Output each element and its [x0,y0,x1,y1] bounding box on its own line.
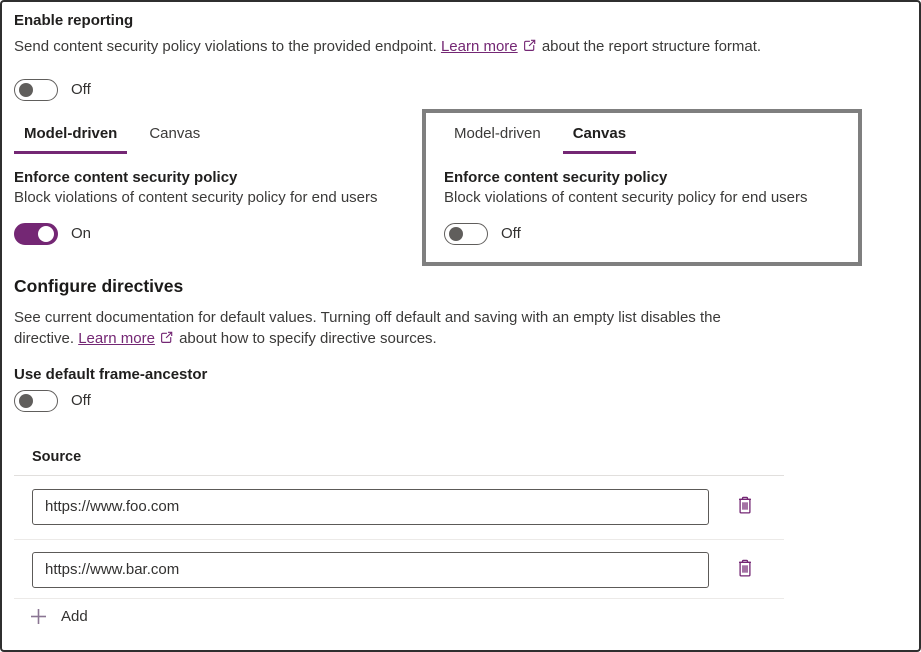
source-list [14,449,905,627]
frame-ancestor-title: Use default frame-ancestor [14,365,208,383]
external-link-icon [160,331,173,348]
frame-ancestor-toggle-label: Off [71,392,91,409]
source-column-header: Source [32,448,82,465]
enforce-csp-heading: Enforce content security policy [444,168,668,186]
enforce-csp-toggle-label: On [71,225,92,242]
divider [14,598,784,599]
configure-directives-description [14,307,776,351]
enable-reporting-description [14,36,776,59]
enable-reporting-desc-text: Send content security policy violations to the provided endpoint. [14,38,441,55]
toggle-knob [449,227,463,241]
configure-directives-title: Configure directives [14,275,184,296]
enable-reporting-title: Enable reporting [14,12,134,29]
enforce-csp-heading: Enforce content security policy [14,168,238,186]
configure-directives-desc-tail: about how to specify directive sources. [174,330,437,347]
enforce-csp-description: Block violations of content security policy for end users [14,188,378,206]
trash-icon [737,496,753,517]
external-link-icon [523,39,536,56]
enforce-csp-toggle-row [14,223,422,245]
learn-more-link[interactable]: Learn more [440,38,518,55]
frame-ancestor-toggle[interactable] [14,390,58,412]
enforce-csp-description: Block violations of content security policy for end users [444,188,808,206]
delete-source-button[interactable] [735,557,755,582]
configure-directives-desc-text: See current documentation for default values. Turning off default and saving with an empty list disables the directive. [14,308,721,347]
csp-panels-row [14,109,905,266]
enforce-csp-toggle-label: Off [501,225,521,242]
tab-canvas[interactable]: Canvas [563,125,636,154]
enforce-csp-toggle-model-driven[interactable] [14,223,58,245]
toggle-knob [38,226,54,242]
toggle-knob [19,394,33,408]
panel-canvas-highlighted [422,109,862,266]
enable-reporting-desc-tail: about the report structure format. [537,38,762,55]
plus-icon [30,608,47,625]
enable-reporting-toggle-label: Off [71,81,91,98]
add-source-button[interactable] [14,606,88,627]
toggle-knob [19,83,33,97]
tab-list-left [14,125,422,154]
panel-model-driven [14,109,422,245]
delete-source-button[interactable] [735,494,755,519]
tab-canvas[interactable]: Canvas [149,124,201,142]
add-button-label: Add [61,607,88,625]
divider [14,475,784,476]
tab-model-driven[interactable]: Model-driven [14,125,127,154]
enforce-csp-toggle-canvas[interactable] [444,223,488,245]
tab-list-right [444,125,842,154]
divider [14,539,784,540]
source-row [14,489,905,525]
enable-reporting-toggle-row [14,79,905,101]
learn-more-link[interactable]: Learn more [78,330,155,347]
enable-reporting-toggle[interactable] [14,79,58,101]
enforce-csp-toggle-row [444,223,842,245]
trash-icon [737,559,753,580]
source-row [14,552,905,588]
frame-ancestor-toggle-row [14,390,905,412]
tab-model-driven[interactable]: Model-driven [454,124,541,142]
source-url-input[interactable] [32,552,709,588]
source-url-input[interactable] [32,489,709,525]
